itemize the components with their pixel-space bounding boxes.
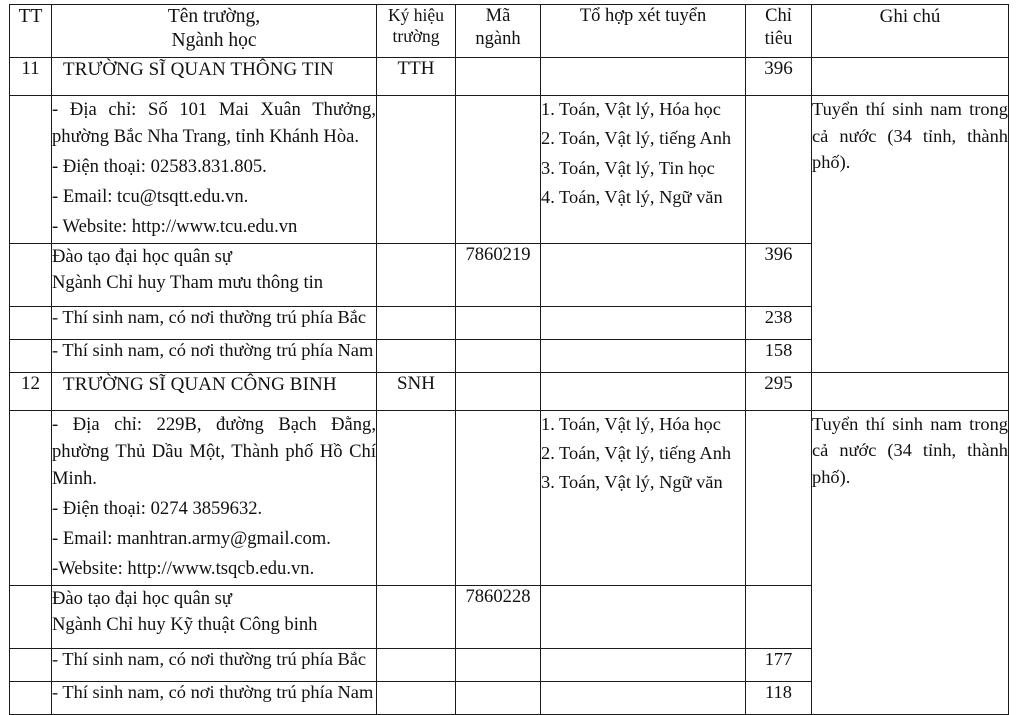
combination-item: 1. Toán, Vật lý, Hóa học <box>541 99 721 119</box>
program-combination-empty <box>541 243 746 306</box>
sub-symbol-empty <box>377 648 456 681</box>
column-header-tt <box>10 5 52 58</box>
column-header-name <box>52 5 377 58</box>
program-code: 7860228 <box>456 585 541 648</box>
sub-code-empty <box>456 306 541 339</box>
phone-line: - Điện thoại: 0274 3859632. <box>52 498 263 520</box>
sub-code-empty <box>456 339 541 372</box>
school-title-row <box>10 58 1009 96</box>
column-header-note <box>812 5 1009 58</box>
program-quota: 396 <box>746 243 812 306</box>
sub-tt-empty <box>10 339 52 372</box>
column-header-name-line1: Tên trường, <box>167 6 261 27</box>
school-address-cell <box>52 410 377 585</box>
column-header-combination <box>541 5 746 58</box>
school-combination-empty <box>541 372 746 410</box>
school-note-empty <box>812 372 1009 410</box>
column-header-note-label: Ghi chú <box>879 6 941 27</box>
school-title-row <box>10 372 1009 410</box>
school-code-empty <box>456 58 541 96</box>
school-detail-row <box>10 410 1009 585</box>
column-header-quota-line1: Chỉ <box>765 6 792 26</box>
program-symbol-empty <box>377 243 456 306</box>
program-line2: Ngành Chỉ huy Tham mưu thông tin <box>52 272 324 294</box>
program-name-cell <box>52 243 377 306</box>
school-note-cell <box>812 96 1009 373</box>
column-header-symbol-line1: Ký hiệu <box>388 5 444 25</box>
combination-item: 2. Toán, Vật lý, tiếng Anh <box>541 443 732 464</box>
detail-tt-empty <box>10 410 52 585</box>
program-combination-empty <box>541 585 746 648</box>
school-name: TRƯỜNG SĨ QUAN CÔNG BINH <box>52 372 377 410</box>
combination-item: 1. Toán, Vật lý, Hóa học <box>541 413 721 434</box>
school-note-empty <box>812 58 1009 96</box>
combination-item: 2. Toán, Vật lý, tiếng Anh <box>541 128 732 149</box>
program-code: 7860219 <box>456 243 541 306</box>
column-header-code-line2: ngành <box>475 28 521 49</box>
sub-combination-empty <box>541 648 746 681</box>
program-line2: Ngành Chỉ huy Kỹ thuật Công binh <box>52 614 318 636</box>
program-name-cell <box>52 585 377 648</box>
detail-quota-empty <box>746 410 812 585</box>
detail-quota-empty <box>746 96 812 244</box>
column-header-quota-line2: tiêu <box>764 28 793 49</box>
sub-combination-empty <box>541 306 746 339</box>
column-header-code-line1: Mã <box>485 6 511 26</box>
sub-combination-empty <box>541 339 746 372</box>
sub-symbol-empty <box>377 681 456 714</box>
admission-quota-table <box>9 4 1009 715</box>
school-index: 12 <box>10 372 52 410</box>
school-name: TRƯỜNG SĨ QUAN THÔNG TIN <box>52 58 377 96</box>
sub-code-empty <box>456 648 541 681</box>
sub-quota-value: 118 <box>746 681 812 714</box>
website-line: -Website: http://www.tsqcb.edu.vn. <box>52 557 315 579</box>
column-header-tt-label: TT <box>18 6 43 27</box>
email-line: - Email: tcu@tsqtt.edu.vn. <box>52 185 249 207</box>
detail-tt-empty <box>10 96 52 244</box>
sub-code-empty <box>456 681 541 714</box>
column-header-symbol-line2: trường <box>392 26 440 47</box>
combination-cell <box>541 410 746 585</box>
detail-symbol-empty <box>377 410 456 585</box>
sub-symbol-empty <box>377 306 456 339</box>
column-header-combination-label: Tổ hợp xét tuyển <box>579 6 707 26</box>
sub-quota-value: 238 <box>746 306 812 339</box>
school-note-cell <box>812 410 1009 714</box>
sub-tt-empty <box>10 681 52 714</box>
column-header-quota <box>746 5 812 58</box>
column-header-code <box>456 5 541 58</box>
sub-quota-label: - Thí sinh nam, có nơi thường trú phía Nam <box>52 681 377 714</box>
sub-quota-label: - Thí sinh nam, có nơi thường trú phía Nam <box>52 339 377 372</box>
detail-code-empty <box>456 410 541 585</box>
phone-line: - Điện thoại: 02583.831.805. <box>52 156 267 178</box>
detail-code-empty <box>456 96 541 244</box>
email-line: - Email: manhtran.army@gmail.com. <box>52 527 331 549</box>
school-index: 11 <box>10 58 52 96</box>
sub-quota-value: 177 <box>746 648 812 681</box>
program-symbol-empty <box>377 585 456 648</box>
note-text: Tuyển thí sinh nam trong cả nước (34 tỉnh, thành phố). <box>812 413 1008 488</box>
program-tt-empty <box>10 585 52 648</box>
school-symbol: TTH <box>377 58 456 96</box>
column-header-symbol <box>377 5 456 58</box>
program-tt-empty <box>10 243 52 306</box>
sub-tt-empty <box>10 306 52 339</box>
column-header-name-line2: Ngành học <box>171 29 257 51</box>
school-quota: 295 <box>746 372 812 410</box>
combination-item: 4. Toán, Vật lý, Ngữ văn <box>541 187 723 208</box>
program-line1: Đào tạo đại học quân sự <box>52 245 232 267</box>
program-quota <box>746 585 812 648</box>
address-line: - Địa chỉ: 229B, đường Bạch Đằng, phường Thủ Dầu Một, Thành phố Hồ Chí Minh. <box>52 413 376 490</box>
school-quota: 396 <box>746 58 812 96</box>
school-code-empty <box>456 372 541 410</box>
sub-quota-value: 158 <box>746 339 812 372</box>
school-symbol: SNH <box>377 372 456 410</box>
sub-symbol-empty <box>377 339 456 372</box>
sub-quota-label: - Thí sinh nam, có nơi thường trú phía Bắc <box>52 306 377 339</box>
school-combination-empty <box>541 58 746 96</box>
table-header-row <box>10 5 1009 58</box>
sub-combination-empty <box>541 681 746 714</box>
note-text: Tuyển thí sinh nam trong cả nước (34 tỉnh, thành phố). <box>812 99 1008 173</box>
sub-tt-empty <box>10 648 52 681</box>
detail-symbol-empty <box>377 96 456 244</box>
school-address-cell <box>52 96 377 244</box>
school-detail-row <box>10 96 1009 244</box>
website-line: - Website: http://www.tcu.edu.vn <box>52 215 298 237</box>
combination-cell <box>541 96 746 244</box>
combination-item: 3. Toán, Vật lý, Tin học <box>541 157 715 178</box>
combination-item: 3. Toán, Vật lý, Ngữ văn <box>541 472 723 493</box>
sub-quota-label: - Thí sinh nam, có nơi thường trú phía Bắc <box>52 648 377 681</box>
address-line: - Địa chỉ: Số 101 Mai Xuân Thưởng, phường Bắc Nha Trang, tỉnh Khánh Hòa. <box>52 99 376 148</box>
program-line1: Đào tạo đại học quân sự <box>52 587 232 609</box>
